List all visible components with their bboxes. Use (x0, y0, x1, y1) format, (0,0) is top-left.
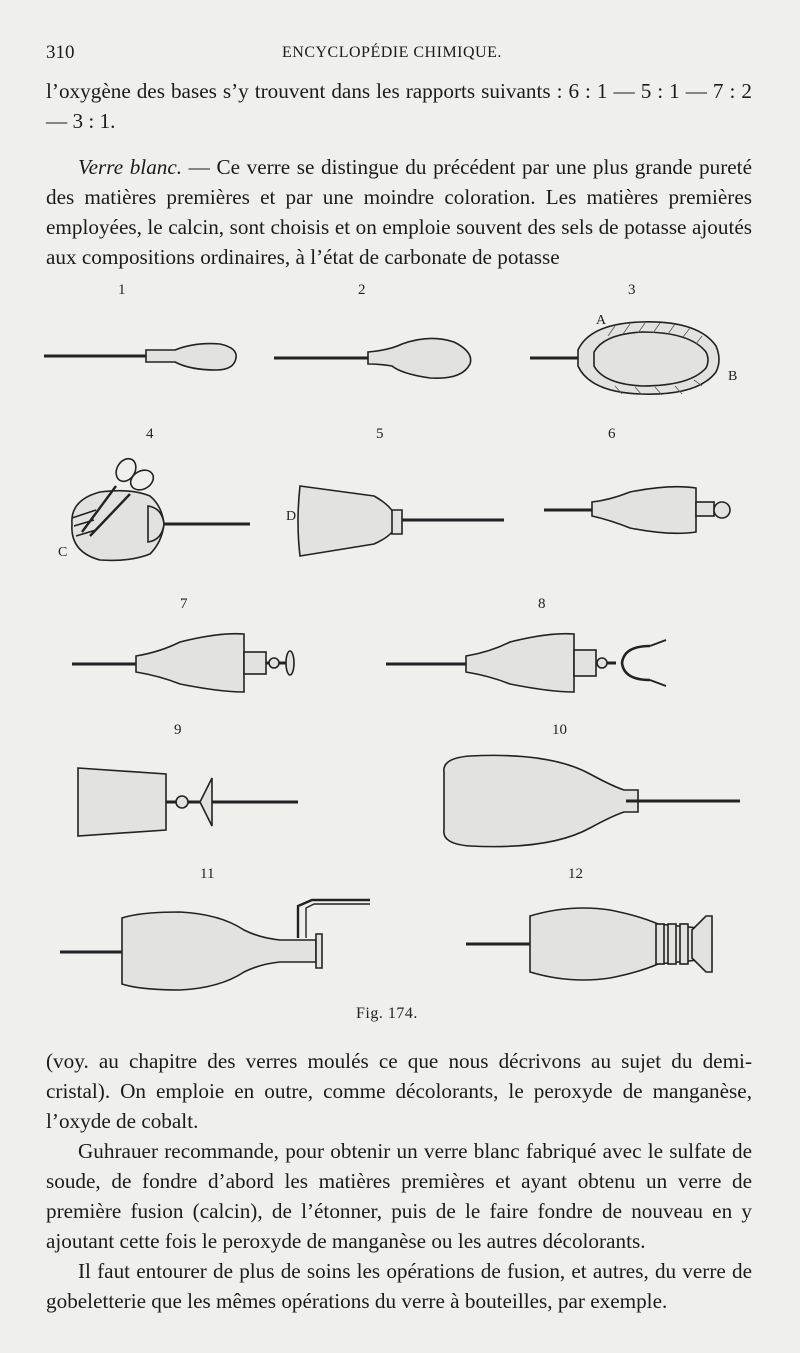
figure-174 (30, 274, 770, 1034)
top-paragraph-block (46, 76, 752, 136)
fig-letter-a: A (596, 313, 607, 328)
step-7-stem-foot (72, 634, 294, 692)
top-paragraph: l’oxygène des bases s’y trouvent dans les rapports suivants : 6 : 1 — 5 : 1 — 7 : 2 — 3 : 1. (46, 79, 752, 133)
page-header (46, 42, 754, 68)
fig-label-10: 10 (552, 722, 567, 738)
fig-label-2: 2 (358, 282, 366, 298)
fig-label-11: 11 (200, 866, 215, 882)
fig-label-5: 5 (376, 426, 384, 442)
step-8-pinch-tool (386, 634, 666, 692)
figure-caption: Fig. 174. (356, 1005, 418, 1022)
fig-label-1: 1 (118, 282, 126, 298)
page-number: 310 (46, 42, 75, 63)
step-12-finished-neck (466, 908, 712, 980)
verre-blanc-text: — Ce verre se distingue du précédent par une plus grande pureté des matières premières et par une moindre coloration. Les matières premières employées, le calcin, sont choisis et on emploie souvent des sels de potasse ajoutés aux compositions ordinaires, à l’état de carbonate de potasse (46, 155, 752, 269)
step-3-mould (530, 313, 737, 395)
verre-blanc-block (46, 152, 752, 272)
paragraph-guhrauer: Guhrauer recommande, pour obtenir un verre blanc fabriqué avec le sulfate de soude, de fondre d’abord les matières premières et ayant obtenu un verre de première fusion (calcin), de l’étonner, puis de le faire fondre de nouveau en y ajoutant cette fois le peroxyde de manganèse ou les autres décolorants. (46, 1139, 752, 1253)
fig-label-6: 6 (608, 426, 616, 442)
step-4-cutting (58, 455, 250, 560)
step-2-paraison (274, 338, 471, 378)
step-11-bottle-with-tool (60, 900, 370, 990)
verre-blanc-paragraph (46, 152, 752, 272)
section-title-verre-blanc: Verre blanc. (78, 155, 183, 179)
step-9-cut-glass (78, 768, 298, 836)
step-10-large-bottle (444, 755, 740, 846)
fig-label-12: 12 (568, 866, 583, 882)
step-5-opened-cone (286, 486, 504, 556)
step-1-gather (44, 344, 236, 370)
fig-label-7: 7 (180, 596, 188, 612)
fig-label-3: 3 (628, 282, 636, 298)
fig-letter-c: C (58, 545, 68, 560)
after-figure-block (46, 1046, 752, 1316)
step-6-with-punty (544, 487, 730, 534)
fig-letter-d: D (286, 509, 297, 524)
fig-label-4: 4 (146, 426, 154, 442)
fig-label-8: 8 (538, 596, 546, 612)
paragraph-voy-chapitre: (voy. au chapitre des verres moulés ce que nous décrivons au sujet du demi-cristal). On emploie en outre, comme décolorants, le peroxyde de manganèse, l’oxyde de cobalt. (46, 1049, 752, 1133)
fig-letter-b: B (728, 369, 738, 384)
glassblowing-steps-illustration (30, 274, 770, 1034)
paragraph-entourer: Il faut entourer de plus de soins les opérations de fusion, et autres, du verre de gobeletterie que les mêmes opérations du verre à bouteilles, par exemple. (46, 1259, 752, 1313)
running-title: ENCYCLOPÉDIE CHIMIQUE. (282, 44, 502, 61)
fig-label-9: 9 (174, 722, 182, 738)
